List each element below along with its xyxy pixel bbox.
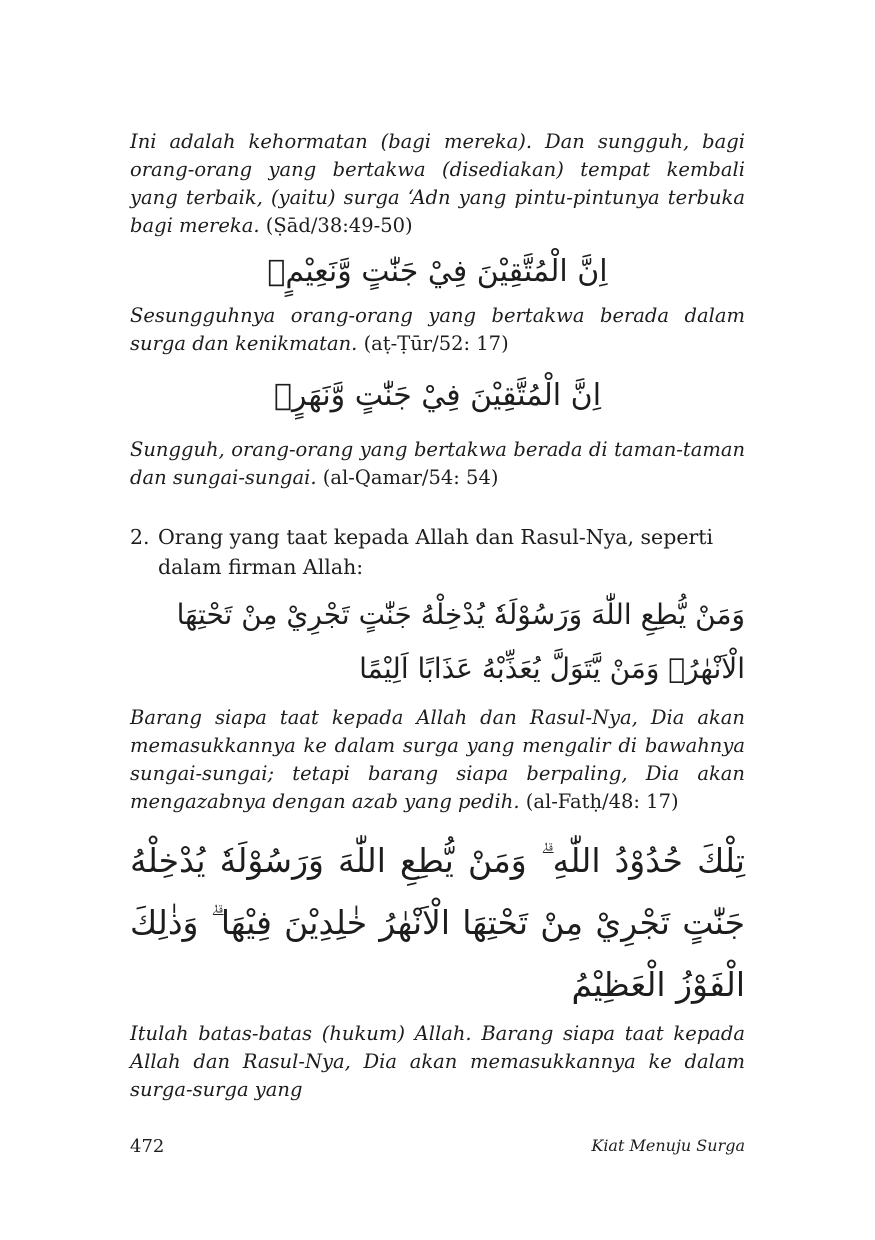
translation-text: Ini adalah kehormatan (bagi mereka). Dan sungguh, bagi orang-orang yang bertakwa (disediakan) tempat kembali yang terbaik, (yaitu) surga ‘Adn yang pintu-pintunya terbuka bagi mereka.	[130, 130, 745, 237]
translation-text: Sesungguhnya orang-orang yang bertakwa berada dalam surga dan kenikmatan.	[130, 304, 745, 355]
verse-reference: (aṭ-Ṭūr/52: 17)	[363, 332, 509, 355]
page-number: 472	[130, 1136, 165, 1157]
translation-nisa	[130, 1020, 745, 1104]
verse-reference: (Ṣād/38:49-50)	[265, 214, 413, 237]
translation-fath	[130, 704, 745, 816]
translation-text: Itulah batas-batas (hukum) Allah. Barang siapa taat kepada Allah dan Rasul-Nya, Dia akan memasukkannya ke dalam surga-surga yang	[130, 1022, 745, 1101]
verse-reference: (al-Fatḥ/48: 17)	[525, 790, 679, 813]
arabic-verse-qamar: اِنَّ الْمُتَّقِيْنَ فِيْ جَنّٰتٍ وَّنَهَرٍۙ	[273, 378, 602, 413]
list-item-2	[130, 522, 745, 582]
book-title: Kiat Menuju Surga	[591, 1136, 745, 1155]
verse-reference: (al-Qamar/54: 54)	[322, 466, 499, 489]
arabic-verse-tur: اِنَّ الْمُتَّقِيْنَ فِيْ جَنّٰتٍ وَّنَعِيْمٍۙ	[267, 254, 608, 289]
translation-text: Barang siapa taat kepada Allah dan Rasul-Nya, Dia akan memasukkannya ke dalam surga yang mengalir di bawahnya sungai-sungai; tetapi barang siapa berpaling, Dia akan mengazabnya dengan azab yang pedih.	[130, 706, 745, 813]
page-content	[130, 128, 745, 1104]
translation-sad	[130, 128, 745, 240]
list-number: 2.	[130, 525, 150, 549]
arabic-verse-fath: وَمَنْ يُّطِعِ اللّٰهَ وَرَسُوْلَهٗ يُدْخِلْهُ جَنّٰتٍ تَجْرِيْ مِنْ تَحْتِهَا الْاَنْهٰرُۚ وَمَنْ يَّتَوَلَّ يُعَذِّبْهُ عَذَابًا اَلِيْمًا	[176, 598, 745, 685]
translation-qamar	[130, 436, 745, 492]
arabic-verse-nisa: تِلْكَ حُدُوْدُ اللّٰهِ ۗ وَمَنْ يُّطِعِ اللّٰهَ وَرَسُوْلَهٗ يُدْخِلْهُ جَنّٰتٍ تَجْرِيْ مِنْ تَحْتِهَا الْاَنْهٰرُ خٰلِدِيْنَ فِيْهَا ۗ وَذٰلِكَ الْفَوْزُ الْعَظِيْمُ	[130, 841, 745, 1004]
translation-tur	[130, 302, 745, 358]
list-item-text: Orang yang taat kepada Allah dan Rasul-Nya, seperti dalam firman Allah:	[158, 525, 714, 579]
translation-text: Sungguh, orang-orang yang bertakwa berada di taman-taman dan sungai-sungai.	[130, 438, 745, 489]
page-footer	[130, 1136, 745, 1157]
